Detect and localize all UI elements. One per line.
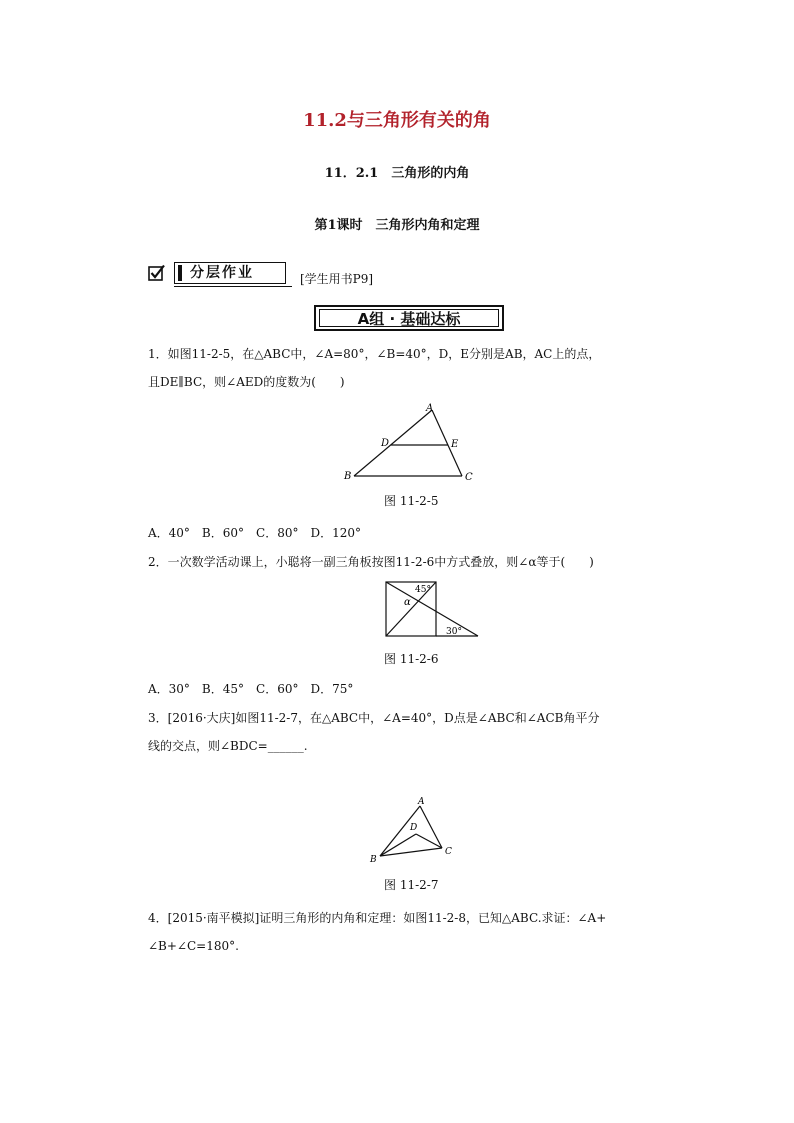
homework-book-ref: [学生用书P9] [300,272,374,286]
checkbox-checked-icon [148,264,166,282]
question-4-line-2: ∠B+∠C=180°. [148,939,239,953]
label-e: E [451,439,459,450]
label-c: C [465,472,473,483]
label-d: D [381,438,390,449]
section-title: 11.2与三角形有关的角 [303,110,491,131]
group-banner [314,305,504,331]
label-c: C [445,847,452,857]
homework-label-box [174,262,286,284]
label-30-deg: 30° [446,627,462,637]
figure-11-2-6 [380,578,484,640]
question-1-line-1: 1．如图11-2-5，在△ABC中，∠A=80°，∠B=40°，D，E分别是AB，AC上的点， [148,347,601,361]
plate-hypotenuse [386,582,478,636]
question-3 [148,704,668,760]
homework-underline [174,286,292,287]
label-a: A [426,403,434,414]
label-45-deg: 45° [415,585,431,595]
group-label: A组 · 基础达标 [319,309,499,327]
label-a: A [418,797,425,807]
figure-11-2-7-caption: 图 11-2-7 [384,878,439,892]
question-1-line-2: 且DE∥BC，则∠AED的度数为( ) [148,375,345,389]
figure-11-2-5 [340,400,480,484]
label-alpha: α [404,597,411,608]
question-1-choices: A．40° B．60° C．80° D．120° [148,526,362,540]
segment-bc [380,848,442,856]
segment-bd [380,834,416,856]
question-3-line-1: 3．[2016·大庆]如图11-2-7，在△ABC中，∠A=40°，D点是∠ABC和∠ACB角平分 [148,711,600,725]
lesson-title: 第1课时 三角形内角和定理 [314,218,480,233]
figure-11-2-6-caption: 图 11-2-6 [384,652,439,666]
question-4 [148,904,668,960]
homework-label: 分层作业 [178,265,284,281]
question-1 [148,340,668,396]
question-4-line-1: 4．[2015·南平模拟]证明三角形的内角和定理：如图11-2-8，已知△ABC.求证：∠A+ [148,911,607,925]
figure-11-2-7 [366,796,458,868]
segment-ab [354,410,432,476]
question-2 [148,548,668,576]
label-d: D [410,823,418,833]
subsection-title: 11．2.1 三角形的内角 [324,166,470,181]
question-3-line-2: 线的交点，则∠BDC=______. [148,739,308,753]
figure-11-2-5-caption: 图 11-2-5 [384,494,439,508]
label-b: B [370,855,377,865]
label-b: B [344,471,352,482]
question-2-line-1: 2．一次数学活动课上，小聪将一副三角板按图11-2-6中方式叠放，则∠α等于( ) [148,555,594,569]
question-2-choices: A．30° B．45° C．60° D．75° [148,682,354,696]
